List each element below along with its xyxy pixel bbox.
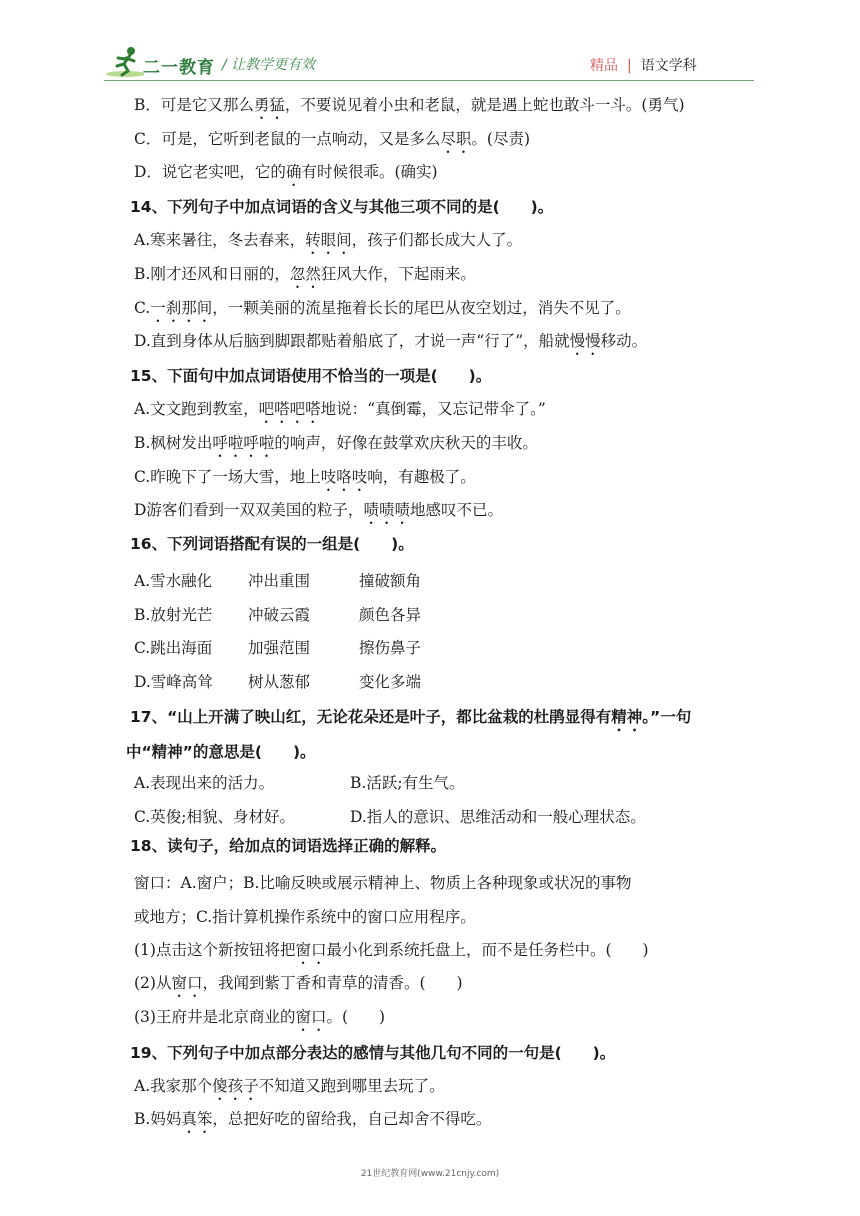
q18-stem: 18、读句子，给加点的词语选择正确的解释。 xyxy=(130,837,447,855)
q14-option-b: B.刚才还风和日丽的，忽然狂风大作，下起雨来。 xyxy=(134,265,476,283)
q19-stem: 19、下列句子中加点部分表达的感情与其他几句不同的一句是( )。 xyxy=(130,1044,616,1062)
q19-option-a: A.我家那个傻孩子不知道又跑到哪里去玩了。 xyxy=(134,1077,445,1095)
q14-option-c: C.一刹那间，一颗美丽的流星拖着长长的尾巴从夜空划过，消失不见了。 xyxy=(134,299,631,317)
q18-sentence-1: (1)点击这个新按钮将把窗口最小化到系统托盘上，而不是任务栏中。( ) xyxy=(134,941,649,959)
q15-option-a: A.文文跑到教室，吧嗒吧嗒地说：“真倒霉，又忘记带伞了。” xyxy=(134,400,546,418)
q15-option-b: B.枫树发出呼啦呼啦的响声，好像在鼓掌欢庆秋天的丰收。 xyxy=(134,434,538,452)
q19-option-b: B.妈妈真笨，总把好吃的留给我，自己却舍不得吃。 xyxy=(134,1110,492,1128)
runner-logo-icon xyxy=(104,44,144,80)
subject-label: 语文学科 xyxy=(640,58,697,74)
q13-option-c: C．可是，它听到老鼠的一点响动，又是多么尽职。(尽责) xyxy=(134,130,530,148)
q17-stem-line1: 17、“山上开满了映山红，无论花朵还是叶子，都比盆栽的杜鹃显得有精神。”一句 xyxy=(130,708,692,726)
q17-option-a: A.表现出来的活力。 xyxy=(134,774,275,792)
q18-sentence-3: (3)王府井是北京商业的窗口。( ) xyxy=(134,1008,386,1026)
q17-stem-line2: 中“精神”的意思是( )。 xyxy=(126,743,316,761)
q17-option-c: C.英俊;相貌、身材好。 xyxy=(134,808,295,826)
header-separator: | xyxy=(627,58,632,74)
q15-option-c: C.昨晚下了一场大雪，地上吱咯吱响，有趣极了。 xyxy=(134,468,476,486)
slogan: / 让教学更有效 xyxy=(222,57,316,73)
q15-stem: 15、下面句中加点词语使用不恰当的一项是( )。 xyxy=(130,367,492,385)
logo-text: 二一教育 xyxy=(143,58,215,78)
q14-stem: 14、下列句子中加点词语的含义与其他三项不同的是( )。 xyxy=(130,198,554,216)
q14-option-d: D.直到身体从后脑到脚跟都贴着船底了，才说一声“行了”，船就慢慢移动。 xyxy=(134,332,648,350)
q16-stem: 16、下列词语搭配有误的一组是( )。 xyxy=(130,535,414,553)
q17-option-b: B.活跃;有生气。 xyxy=(350,774,465,792)
q18-definition-2: 或地方；C.指计算机操作系统中的窗口应用程序。 xyxy=(134,908,476,926)
q13-option-b: B．可是它又那么勇猛，不要说见着小虫和老鼠，就是遇上蛇也敢斗一斗。(勇气) xyxy=(134,96,685,114)
q15-option-d: D游客们看到一双双美国的粒子，啧啧啧地感叹不已。 xyxy=(134,501,503,519)
q18-sentence-2: (2)从窗口，我闻到紫丁香和青草的清香。( ) xyxy=(134,974,463,992)
badge-label: 精品 xyxy=(590,58,618,74)
q18-definition-1: 窗口：A.窗户；B.比喻反映或展示精神上、物质上各种现象或状况的事物 xyxy=(134,874,632,892)
q17-option-d: D.指人的意识、思维活动和一般心理状态。 xyxy=(350,808,646,826)
header-divider xyxy=(104,80,754,81)
header-subject xyxy=(590,55,697,75)
q14-option-a: A.寒来暑往，冬去春来，转眼间，孩子们都长成大人了。 xyxy=(134,231,523,249)
q13-option-d: D．说它老实吧，它的确有时候很乖。(确实) xyxy=(134,163,438,181)
page-header xyxy=(0,0,860,86)
page-footer: 21世纪教育网(www.21cnjy.com) xyxy=(360,1169,500,1179)
